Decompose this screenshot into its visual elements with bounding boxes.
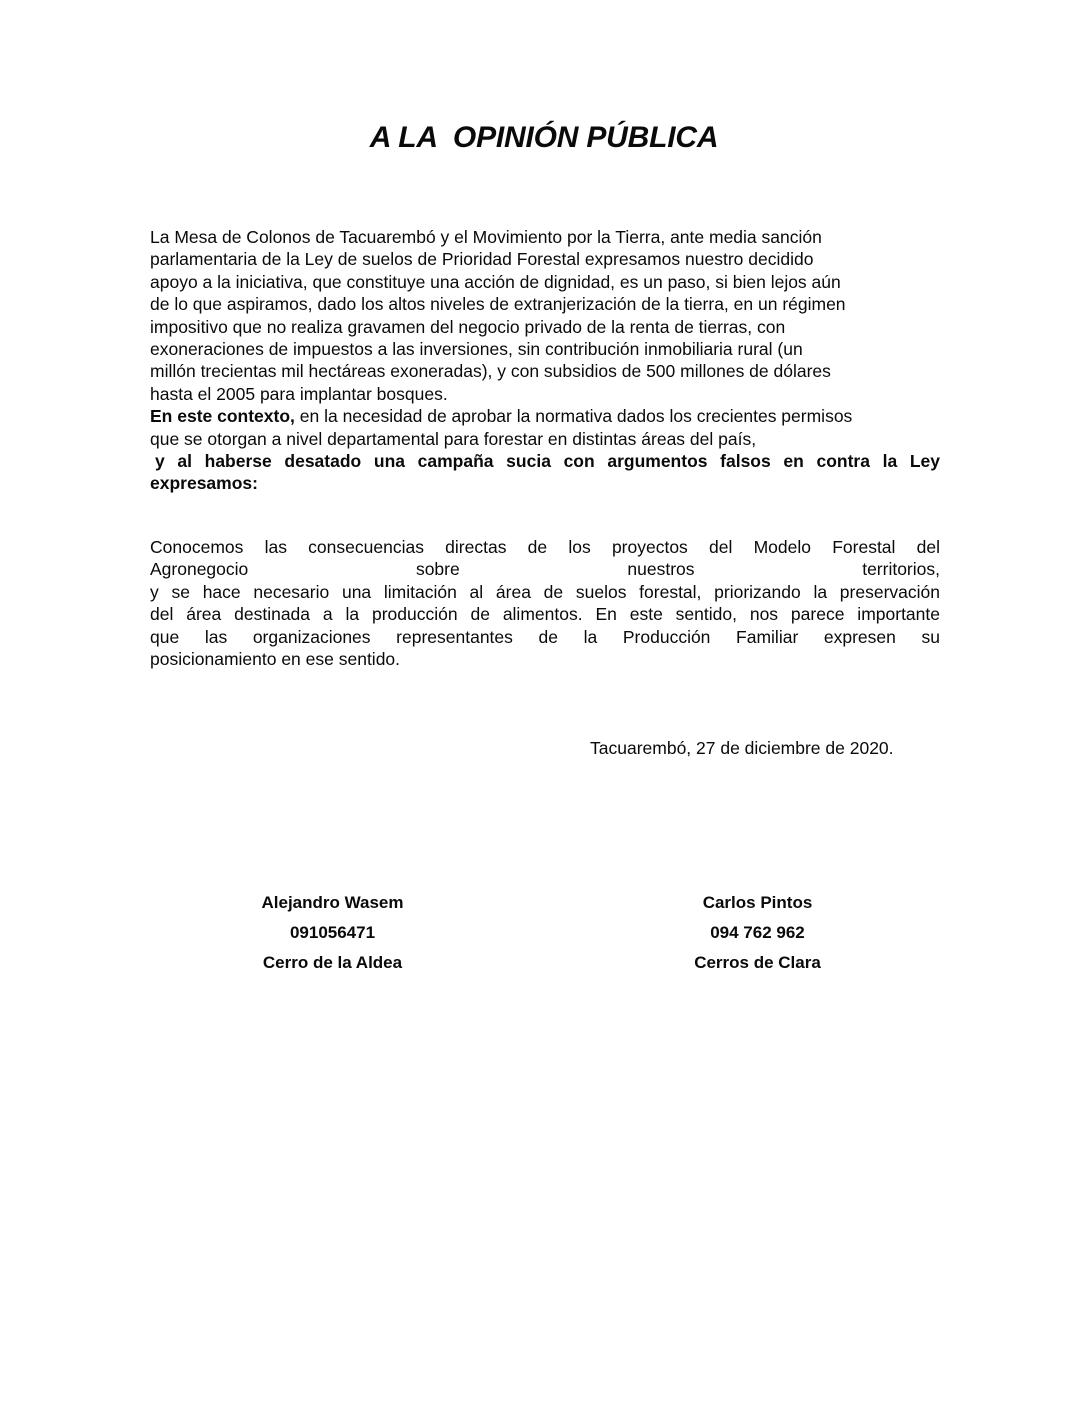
date-line: Tacuarembó, 27 de diciembre de 2020. [590, 738, 894, 758]
paragraph4-line: posicionamiento en ese sentido. [150, 649, 401, 670]
paragraph2-line: que se otorgan a nivel departamental para forestar en distintas áreas del país, [150, 428, 757, 449]
paragraph4 [150, 536, 940, 670]
paragraph2-bold-lead: En este contexto, [150, 406, 295, 427]
signature-phone: 091056471 [289, 923, 376, 942]
signature-name: Alejandro Wasem [261, 893, 404, 912]
paragraph1-line: de lo que aspiramos, dado los altos niveles de extranjerización de la tierra, en un régimen [150, 294, 846, 315]
paragraph3-line: y al haberse desatado una campaña sucia con argumentos falsos en contra la Ley [155, 451, 940, 472]
paragraph4-line: Agronegocio sobre nuestros territorios, [150, 559, 940, 580]
paragraph3-line: expresamos: [150, 473, 258, 494]
paragraph4-line: y se hace necesario una limitación al área de suelos forestal, priorizando la preservación [150, 581, 940, 602]
paragraph1-line: parlamentaria de la Ley de suelos de Prioridad Forestal expresamos nuestro decidido [150, 249, 814, 270]
paragraph4-line: del área destinada a la producción de alimentos. En este sentido, nos parece importante [150, 604, 940, 625]
date-block [150, 737, 940, 759]
signature-name: Carlos Pintos [702, 893, 813, 912]
signature-left [160, 888, 505, 978]
paragraph2-line-rest: en la necesidad de aprobar la normativa dados los crecientes permisos [294, 406, 853, 427]
signature-right [585, 888, 930, 978]
signature-place: Cerro de la Aldea [262, 953, 403, 972]
paragraph1-line: La Mesa de Colonos de Tacuarembó y el Movimiento por la Tierra, ante media sanción [150, 227, 822, 247]
paragraph2-line [150, 405, 940, 427]
paragraph1-line: apoyo a la iniciativa, que constituye una acción de dignidad, es un paso, si bien lejos aún [150, 271, 841, 292]
document-title: A LA OPINIÓN PÚBLICA [369, 121, 719, 154]
paragraph1-line: impositivo que no realiza gravamen del negocio privado de la renta de tierras, con [150, 316, 786, 337]
paragraph1-line: exoneraciones de impuestos a las inversiones, sin contribución inmobiliaria rural (un [150, 339, 803, 360]
body-text [150, 226, 940, 495]
signatures [150, 888, 940, 978]
signature-phone: 094 762 962 [710, 923, 805, 942]
signature-place: Cerros de Clara [694, 953, 821, 972]
paragraph1-line: millón trecientas mil hectáreas exoneradas), y con subsidios de 500 millones de dólares [150, 361, 831, 382]
paragraph4-line: que las organizaciones representantes de la Producción Familiar expresen su [150, 626, 940, 647]
paragraph1-line: hasta el 2005 para implantar bosques. [150, 383, 448, 404]
paragraph4-line: Conocemos las consecuencias directas de los proyectos del Modelo Forestal del [150, 537, 940, 557]
